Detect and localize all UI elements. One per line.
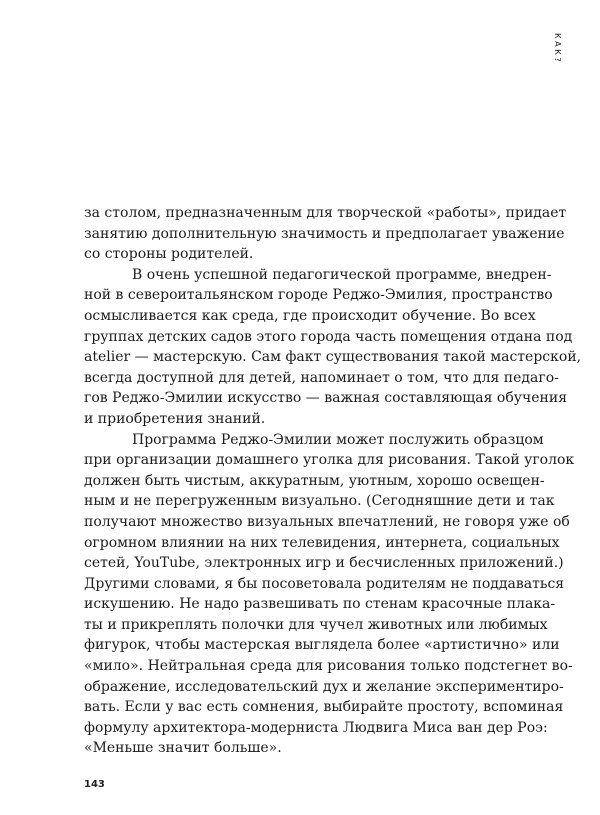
- text-line: ным и не перегруженным визуально. (Сегодняшние дети и так: [84, 493, 555, 510]
- text-line: вать. Если у вас есть сомнения, выбирайте простоту, вспоминая: [84, 699, 564, 716]
- text-line: ной в североитальянском городе Реджо-Эмилия, пространство: [84, 287, 553, 304]
- text-line: гов Реджо-Эмилии искусство — важная составляющая обучения: [84, 390, 568, 407]
- text-line: искушению. Не надо развешивать по стенам красочные плака-: [84, 596, 556, 613]
- text-line: «мило». Нейтральная среда для рисования только подстегнет во-: [84, 658, 573, 675]
- text-line: огромном влиянии на них телевидения, интернета, социальных: [84, 534, 560, 551]
- text-line: формулу архитектора-модерниста Людвига Миса ван дер Роэ:: [84, 719, 548, 736]
- text-line: atelier — мастерскую. Сам факт существования такой мастерской,: [84, 349, 582, 366]
- text-line: Программа Реджо-Эмилии может послужить образцом: [132, 431, 544, 448]
- running-head: КАК?: [553, 33, 562, 65]
- paragraph: [84, 265, 582, 430]
- text-line: группах детских садов этого города часть помещения отдана под: [84, 328, 573, 345]
- text-line: со стороны родителей.: [84, 246, 254, 263]
- paragraph: [84, 430, 575, 760]
- text-line: всегда доступной для детей, напоминает о том, что для педаго-: [84, 369, 559, 386]
- text-line: занятию дополнительную значимость и предполагает уважение: [84, 225, 565, 242]
- text-line: Другими словами, я бы посоветовала родителям не поддаваться: [84, 575, 565, 592]
- body-text: [84, 203, 582, 759]
- text-line: ты и прикреплять полочки для чучел животных или любимых: [84, 616, 548, 633]
- text-line: должен быть чистым, аккуратным, уютным, хорошо освещен-: [84, 472, 545, 489]
- paragraph: [84, 203, 567, 265]
- text-line: за столом, предназначенным для творческой «работы», придает: [84, 205, 567, 221]
- text-line: ображение, исследовательский дух и желание экспериментиро-: [84, 678, 564, 695]
- text-line: и приобретения знаний.: [84, 410, 266, 427]
- text-line: «Меньше значит больше».: [84, 740, 282, 757]
- text-line: осмысливается как среда, где происходит обучение. Во всех: [84, 307, 536, 324]
- text-line: В очень успешной педагогической программе, внедрен-: [132, 266, 552, 283]
- text-line: сетей, YouTube, электронных игр и бесчисленных приложений.): [84, 555, 564, 572]
- text-line: фигурок, чтобы мастерская выглядела более «артистично» или: [84, 637, 560, 654]
- page-number: 143: [84, 779, 105, 790]
- text-line: при организации домашнего уголка для рисования. Такой уголок: [84, 452, 575, 469]
- text-line: получают множество визуальных впечатлений, не говоря уже об: [84, 513, 570, 530]
